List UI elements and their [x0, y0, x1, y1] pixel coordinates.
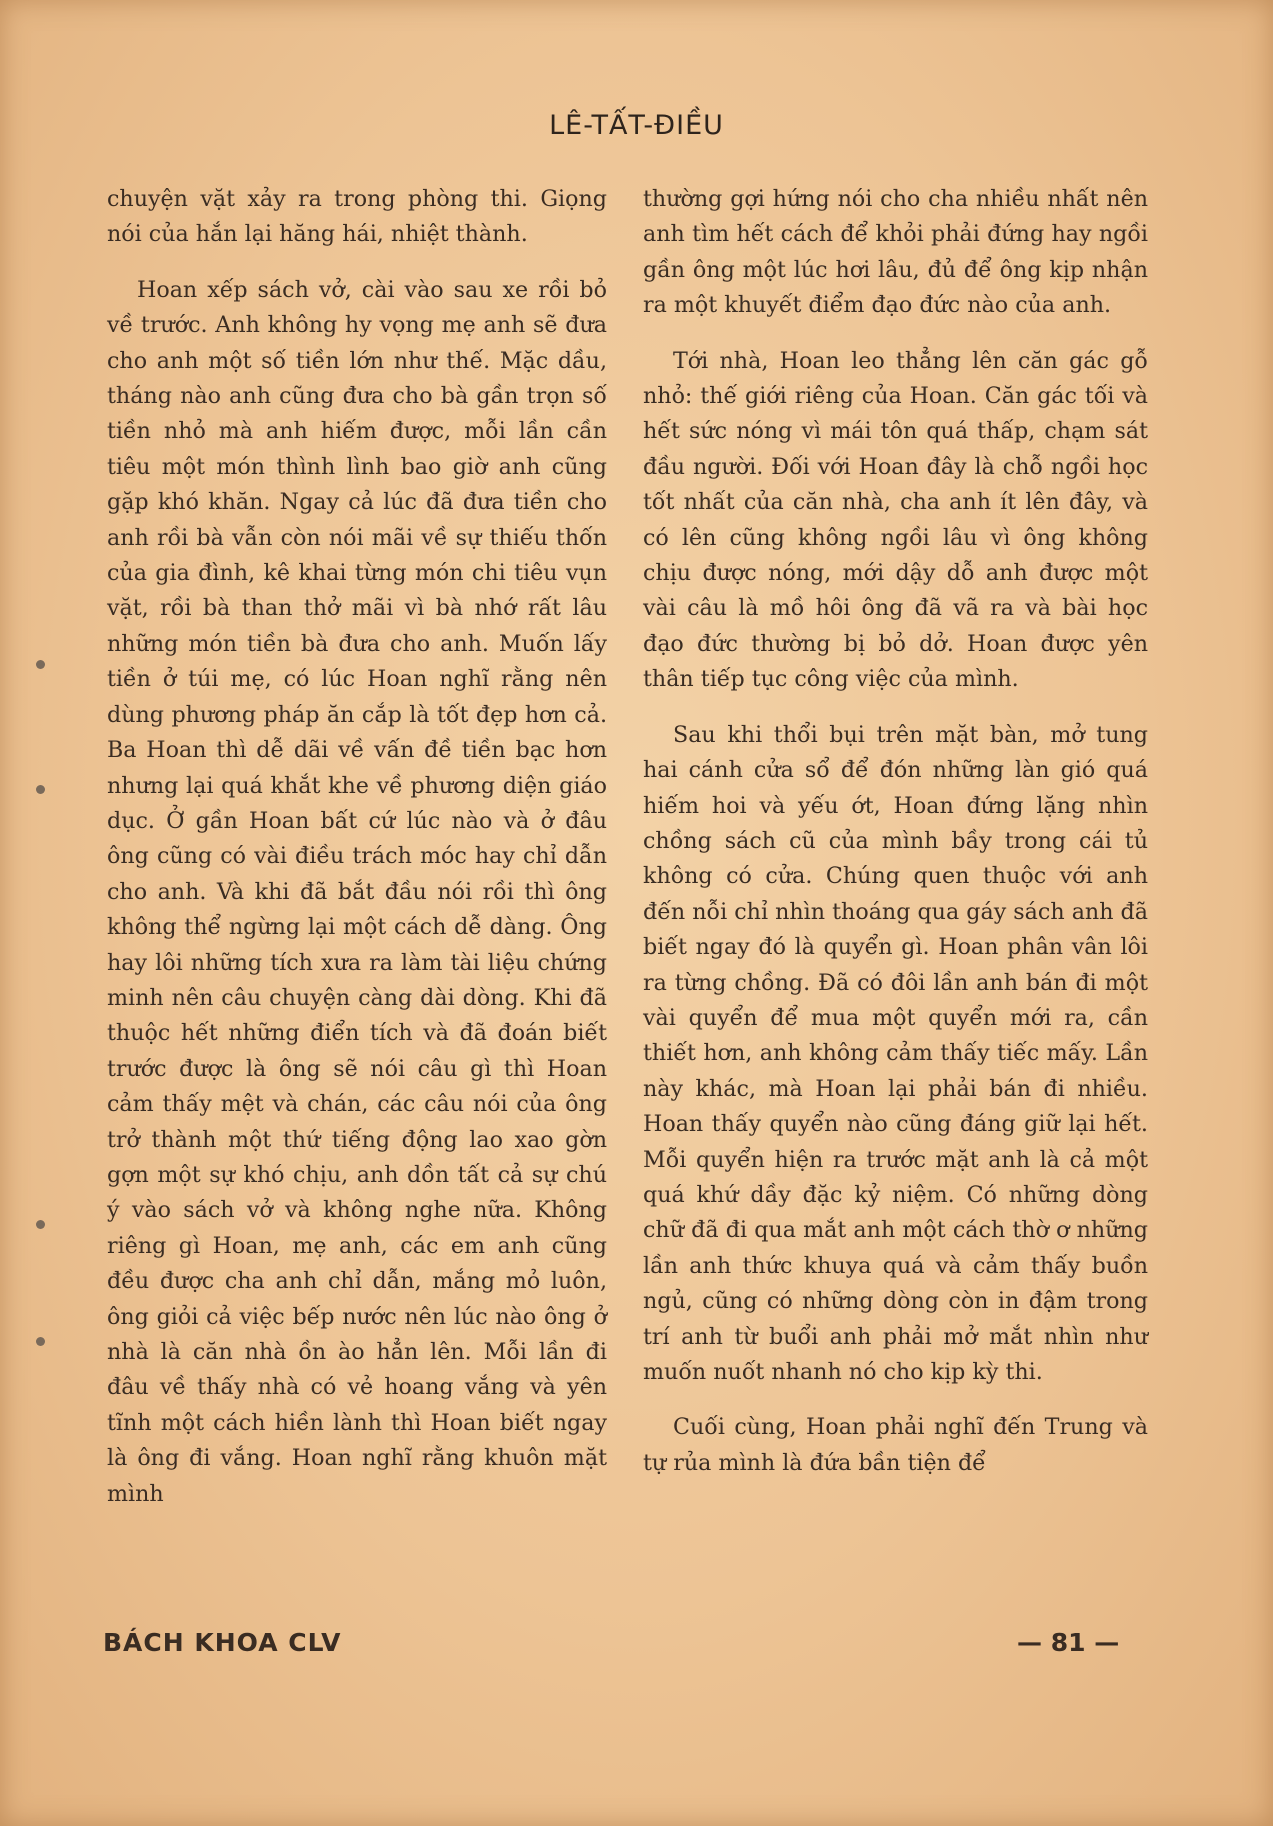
binding-hole [36, 1220, 45, 1229]
left-column [107, 182, 607, 1512]
paragraph: Sau khi thổi bụi trên mặt bàn, mở tung hai cánh cửa sổ để đón những làn gió quá hiếm hoi và yếu ớt, Hoan đứng lặng nhìn chồng sách cũ của mình bầy trong cái tủ không có cửa. Chúng quen thuộc với anh đến nỗi chỉ nhìn thoáng qua gáy sách anh đã biết ngay đó là quyển gì. Hoan phân vân lôi ra từng chồng. Đã có đôi lần anh bán đi một vài quyển để mua một quyển mới ra, cần thiết hơn, anh không cảm thấy tiếc mấy. Lần này khác, mà Hoan lại phải bán đi nhiều. Hoan thấy quyển nào cũng đáng giữ lại hết. Mỗi quyển hiện ra trước mặt anh là cả một quá khứ dầy đặc kỷ niệm. Có những dòng chữ đã đi qua mắt anh một cách thờ ơ những lần anh thức khuya quá và cảm thấy buồn ngủ, cũng có những dòng còn in đậm trong trí anh từ buổi anh phải mở mắt nhìn như muốn nuốt nhanh nó cho kịp kỳ thi. [643, 721, 1148, 1385]
paragraph: Hoan xếp sách vở, cài vào sau xe rồi bỏ về trước. Anh không hy vọng mẹ anh sẽ đưa cho anh một số tiền lớn như thế. Mặc dầu, tháng nào anh cũng đưa cho bà gần trọn số tiền nhỏ mà anh hiếm được, mỗi lần cần tiêu một món thình lình bao giờ anh cũng gặp khó khăn. Ngay cả lúc đã đưa tiền cho anh rồi bà vẫn còn nói mãi về sự thiếu thốn của gia đình, kê khai từng món chi tiêu vụn vặt, rồi bà than thở mãi vì bà nhớ rất lâu những món tiền bà đưa cho anh. Muốn lấy tiền ở túi mẹ, có lúc Hoan nghĩ rằng nên dùng phương pháp ăn cắp là tốt đẹp hơn cả. Ba Hoan thì dễ dãi về vấn đề tiền bạc hơn nhưng lại quá khắt khe về phương diện giáo dục. Ở gần Hoan bất cứ lúc nào và ở đâu ông cũng có vài điều trách móc hay chỉ dẫn cho anh. Và khi đã bắt đầu nói rồi thì ông không thể ngừng lại một cách dễ dàng. Ông hay lôi những tích xưa ra làm tài liệu chứng minh nên câu chuyện càng dài dòng. Khi đã thuộc hết những điển tích và đã đoán biết trước được là ông sẽ nói câu gì thì Hoan cảm thấy mệt và chán, các câu nói của ông trở thành một thứ tiếng động lao xao gờn gợn một sự khó chịu, anh dồn tất cả sự chú ý vào sách vở và không nghe nữa. Không riêng gì Hoan, mẹ anh, các em anh cũng đều được cha anh chỉ dẫn, mắng mỏ luôn, ông giỏi cả việc bếp nước nên lúc nào ông ở nhà là căn nhà ồn ào hẳn lên. Mỗi lần đi đâu về thấy nhà có vẻ hoang vắng và yên tĩnh một cách hiền lành thì Hoan biết ngay là ông đi vắng. Hoan nghĩ rằng khuôn mặt mình [107, 276, 607, 1507]
paragraph: chuyện vặt xảy ra trong phòng thi. Giọng nói của hắn lại hăng hái, nhiệt thành. [107, 186, 607, 248]
binding-hole [36, 1337, 45, 1346]
paragraph: Cuối cùng, Hoan phải nghĩ đến Trung và tự rủa mình là đứa bần tiện để [643, 1414, 1148, 1476]
running-head: LÊ-TẤT-ĐIỀU [549, 110, 724, 141]
paragraph: thường gợi hứng nói cho cha nhiều nhất nên anh tìm hết cách để khỏi phải đứng hay ngồi gần ông một lúc hơi lâu, đủ để ông kịp nhận ra một khuyết điểm đạo đức nào của anh. [643, 186, 1148, 319]
binding-hole [36, 660, 45, 669]
magazine-issue: BÁCH KHOA CLV [103, 1628, 342, 1657]
binding-hole [36, 785, 45, 794]
page-number: — 81 — [1017, 1628, 1120, 1657]
paragraph: Tới nhà, Hoan leo thẳng lên căn gác gỗ nhỏ: thế giới riêng của Hoan. Căn gác tối và hết sức nóng vì mái tôn quá thấp, chạm sát đầu người. Đối với Hoan đây là chỗ ngồi học tốt nhất của căn nhà, cha anh ít lên đây, và có lên cũng không ngồi lâu vì ông không chịu được nóng, mới dậy dỗ anh được một vài câu là mồ hôi ông đã vã ra và bài học đạo đức thường bị bỏ dở. Hoan được yên thân tiếp tục công việc của mình. [643, 347, 1148, 693]
right-column [643, 182, 1148, 1481]
